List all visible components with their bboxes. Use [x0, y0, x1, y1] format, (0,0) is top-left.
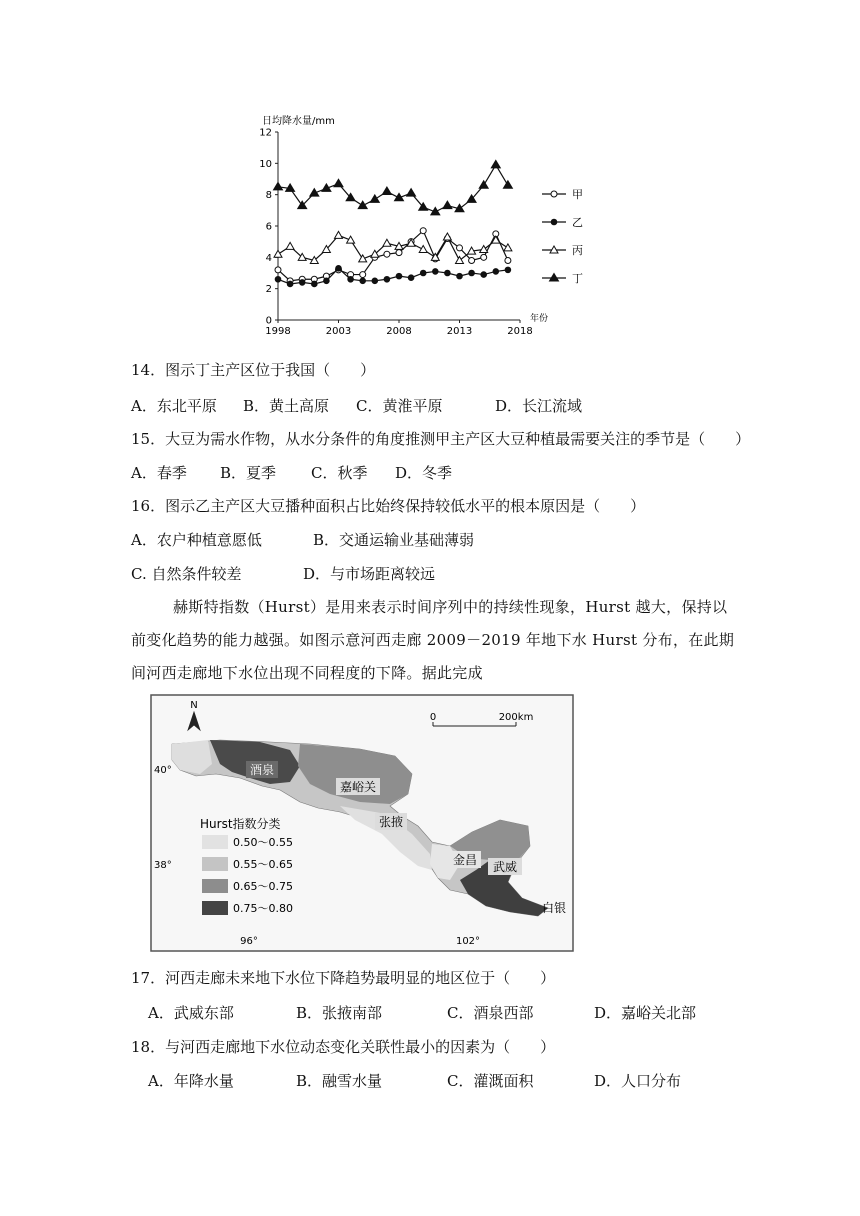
data-point — [360, 278, 366, 284]
place-jinchang: 金昌 — [452, 853, 478, 867]
latitude-38: 38° — [154, 860, 172, 871]
data-point — [481, 272, 487, 278]
place-zhangye: 张掖 — [378, 815, 404, 829]
q15-option-b[interactable]: B．夏季 — [220, 464, 277, 482]
x-tick-label: 2008 — [386, 326, 412, 337]
precipitation-line-chart — [250, 108, 583, 340]
series-乙 — [275, 266, 510, 287]
legend-marker — [551, 191, 557, 197]
x-tick-label: 1998 — [265, 326, 291, 337]
longitude-96: 96° — [240, 936, 258, 947]
data-point — [443, 201, 452, 209]
q17-option-c[interactable]: C．酒泉西部 — [447, 1004, 534, 1022]
q15-option-c[interactable]: C．秋季 — [311, 464, 368, 482]
q15-option-a[interactable]: A．春季 — [131, 464, 187, 482]
data-point — [420, 228, 426, 234]
series-丁 — [274, 160, 513, 215]
data-point — [384, 276, 390, 282]
data-point — [408, 275, 414, 281]
chart-xlabel: 年份 — [530, 314, 549, 324]
data-point — [312, 281, 318, 287]
question-16: 16．图示乙主产区大豆播种面积占比始终保持较低水平的根本原因是（ ） — [131, 497, 646, 515]
data-point — [420, 270, 426, 276]
north-label: N — [190, 700, 198, 711]
data-point — [334, 179, 343, 187]
scale-zero: 0 — [429, 712, 437, 723]
data-point — [503, 181, 512, 189]
y-tick-label: 12 — [259, 127, 272, 139]
x-tick-label: 2003 — [325, 326, 352, 337]
q14-option-a[interactable]: A．东北平原 — [131, 397, 217, 415]
legend-label: 乙 — [572, 216, 583, 229]
data-point — [456, 256, 464, 263]
data-point — [480, 246, 488, 253]
q16-option-c[interactable]: C. 自然条件较差 — [131, 565, 242, 583]
data-point — [383, 239, 391, 246]
q15-option-d[interactable]: D．冬季 — [395, 464, 453, 482]
legend-label: 丙 — [572, 244, 583, 257]
question-15: 15．大豆为需水作物，从水分条件的角度推测甲主产区大豆种植最需要关注的季节是（ ） — [131, 430, 751, 448]
data-point — [396, 273, 402, 279]
data-point — [286, 242, 294, 249]
y-tick-label: 2 — [265, 284, 272, 296]
data-point — [457, 245, 463, 251]
legend-label: 甲 — [572, 188, 583, 201]
data-point — [493, 269, 499, 275]
data-point — [384, 251, 390, 257]
chart-ylabel: 日均降水量/mm — [262, 116, 335, 127]
y-tick-label: 6 — [265, 221, 272, 233]
data-point — [433, 269, 439, 275]
q16-option-a[interactable]: A．农户种植意愿低 — [131, 531, 262, 549]
data-point — [274, 250, 282, 257]
scale-label: 200km — [498, 712, 534, 723]
data-point — [457, 273, 463, 279]
q18-option-d[interactable]: D．人口分布 — [594, 1072, 682, 1090]
q16-option-d[interactable]: D．与市场距离较远 — [303, 565, 436, 583]
data-point — [287, 281, 293, 287]
place-baiyin: 白银 — [541, 901, 567, 915]
data-point — [275, 267, 281, 273]
legend-marker — [550, 274, 559, 282]
data-point — [335, 231, 343, 238]
hexi-corridor-hurst-map — [150, 694, 574, 952]
legend-label-3: 0.65～0.75 — [233, 880, 293, 893]
legend-title: Hurst指数分类 — [200, 817, 281, 831]
data-point — [348, 276, 354, 282]
data-point — [372, 278, 378, 284]
series-甲 — [275, 228, 511, 284]
legend-label: 丁 — [572, 272, 583, 285]
q14-option-b[interactable]: B．黄土高原 — [243, 397, 330, 415]
data-point — [275, 276, 281, 282]
question-18: 18．与河西走廊地下水位动态变化关联性最小的因素为（ ） — [131, 1038, 556, 1056]
y-tick-label: 0 — [265, 315, 272, 327]
y-tick-label: 10 — [259, 158, 272, 170]
legend-label-4: 0.75～0.80 — [233, 902, 293, 915]
legend-label-2: 0.55～0.65 — [233, 858, 293, 871]
q17-option-a[interactable]: A．武威东部 — [148, 1004, 234, 1022]
q17-option-b[interactable]: B．张掖南部 — [296, 1004, 383, 1022]
data-point — [370, 195, 379, 203]
question-14: 14．图示丁主产区位于我国（ ） — [131, 361, 376, 379]
data-point — [469, 270, 475, 276]
y-tick-label: 8 — [265, 190, 272, 202]
series-line — [278, 235, 508, 260]
question-17: 17．河西走廊未来地下水位下降趋势最明显的地区位于（ ） — [131, 969, 556, 987]
data-point — [324, 278, 330, 284]
x-tick-label: 2018 — [507, 326, 533, 337]
hurst-passage: 赫斯特指数（Hurst）是用来表示时间序列中的持续性现象，Hurst 越大，保持以前变化趋势的能力越强。如图示意河西走廊 2009－2019 年地下水 Hurst 分布，在此期间河西走廊地下水位出现不同程度的下降。据此完成 — [131, 598, 735, 682]
data-point — [504, 244, 512, 251]
legend-label-1: 0.50～0.55 — [233, 836, 293, 849]
q18-option-c[interactable]: C．灌溉面积 — [447, 1072, 534, 1090]
q14-option-d[interactable]: D．长江流域 — [495, 397, 583, 415]
data-point — [396, 250, 402, 256]
q18-option-a[interactable]: A．年降水量 — [148, 1072, 234, 1090]
data-point — [505, 257, 511, 263]
data-point — [336, 266, 342, 272]
q16-option-b[interactable]: B．交通运输业基础薄弱 — [313, 531, 475, 549]
data-point — [274, 182, 283, 190]
legend-marker — [551, 219, 557, 225]
place-jiuquan: 酒泉 — [249, 763, 275, 777]
legend-swatch-1 — [202, 835, 228, 849]
place-jiayuguan: 嘉峪关 — [339, 780, 377, 794]
data-point — [445, 270, 451, 276]
series-line — [278, 165, 508, 212]
data-point — [358, 201, 367, 209]
data-point — [419, 246, 427, 253]
longitude-102: 102° — [455, 936, 481, 947]
legend-swatch-4 — [202, 901, 228, 915]
legend-swatch-3 — [202, 879, 228, 893]
data-point — [505, 267, 511, 273]
data-point — [481, 254, 487, 260]
q14-option-c[interactable]: C．黄淮平原 — [356, 397, 443, 415]
data-point — [360, 272, 366, 278]
latitude-40: 40° — [154, 765, 172, 776]
legend-swatch-2 — [202, 857, 228, 871]
x-tick-label: 2013 — [446, 326, 473, 337]
data-point — [491, 160, 500, 168]
q18-option-b[interactable]: B．融雪水量 — [296, 1072, 383, 1090]
data-point — [479, 181, 488, 189]
data-point — [407, 189, 416, 197]
y-tick-label: 4 — [265, 252, 272, 264]
place-wuwei: 武威 — [492, 860, 518, 874]
data-point — [469, 257, 475, 263]
data-point — [382, 187, 391, 195]
data-point — [299, 280, 305, 286]
q17-option-d[interactable]: D．嘉峪关北部 — [594, 1004, 697, 1022]
